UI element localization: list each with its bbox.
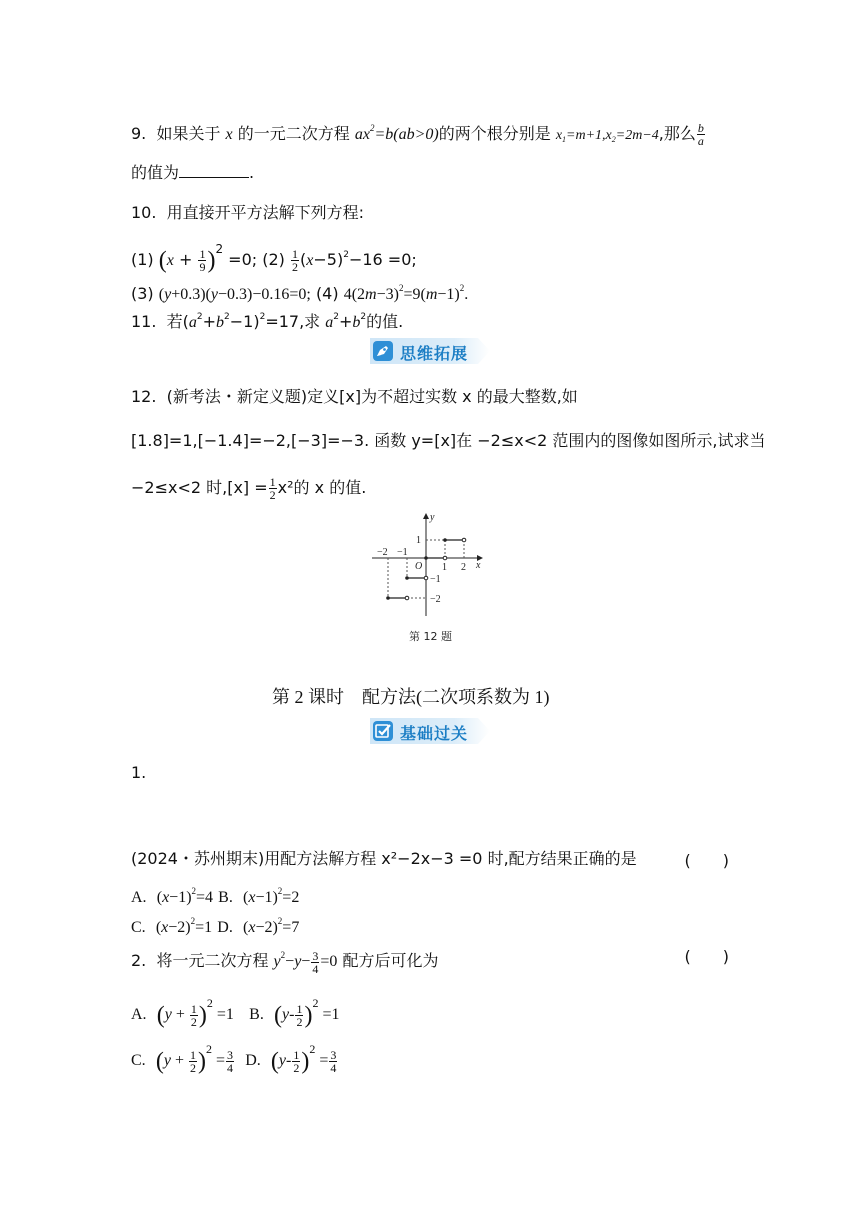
fraction-one-half: $\frac{1}{2}$ (269, 475, 276, 502)
closed-point (443, 538, 447, 542)
question-11 (131, 306, 403, 334)
question-number: 10. (131, 203, 157, 222)
option-d[interactable]: $(x-2)^2=7$ (243, 916, 300, 936)
mc-question-1-number (131, 762, 146, 784)
q9-equation: $ax^2=b(ab>0)$ (354, 123, 439, 143)
question-number: 11. (131, 312, 157, 331)
banner-label: 基础过关 (400, 724, 469, 743)
x-tick-label: 1 (442, 562, 447, 573)
q12-text: −2≤x<2 时,[x] = (131, 478, 268, 497)
mc-question-1-options-cd (131, 910, 299, 939)
question-10-parts-1-2 (131, 234, 417, 276)
q9-var: x (225, 126, 233, 143)
mc2-stem-text: 将一元二次方程 (156, 951, 269, 970)
mc2-equation: $y^2-y-$ $\frac{3}{4}$ =0 (273, 948, 338, 976)
part-label: (2) (262, 250, 285, 269)
y-tick-label: −1 (430, 574, 441, 585)
q10-part1: (x + $\frac{1}{9}$ )$^2$ =0; (158, 242, 258, 274)
option-label: D. (245, 1052, 261, 1069)
question-number: 9. (131, 124, 147, 143)
figure-caption: 第 12 题 (409, 630, 452, 643)
question-number: 1. (131, 763, 147, 782)
question-9-line1 (131, 117, 706, 151)
option-a[interactable]: (y + $\frac{1}{2}$ )$^2$ =1 (156, 996, 234, 1029)
q9-text: 的一元二次方程 (237, 124, 350, 143)
section-title: 第 2 课时 配方法(二次项系数为 1) (272, 687, 550, 707)
open-point (405, 596, 409, 600)
closed-point (424, 556, 428, 560)
banner-thinking-extension (370, 338, 490, 364)
q12-text: (新考法・新定义题)定义[x]为不超过实数 x 的最大整数,如 (166, 387, 578, 406)
mc2-stem-text: 配方后可化为 (342, 951, 439, 970)
x-tick-label: 2 (461, 562, 466, 573)
option-label: A. (131, 889, 147, 906)
option-label: B. (249, 1006, 264, 1023)
q12-text: x²的 x 的值. (277, 478, 367, 497)
x-axis-label: x (476, 560, 481, 571)
y-tick-label: −2 (430, 594, 441, 605)
answer-paren[interactable]: ( ) (684, 851, 729, 870)
part-label: (1) (131, 250, 154, 269)
q9-roots: $x_1=m+1,x_2=2m-4$ (555, 128, 659, 144)
open-point (424, 576, 428, 580)
mc-question-2-options-ab (131, 988, 339, 1030)
question-9-line2 (131, 162, 254, 184)
q11-text: 若$(a^2+b^2-1)^2=17$,求 $a^2+b^2$的值. (166, 312, 404, 331)
origin-label: O (415, 561, 423, 572)
option-d[interactable]: (y- $\frac{1}{2}$ )$^2$ = $\frac{3}{4}$ (270, 1042, 337, 1075)
checkbox-icon (372, 720, 394, 742)
open-point (462, 538, 466, 542)
q9-text: 如果关于 (156, 124, 221, 143)
option-b[interactable]: (y- $\frac{1}{2}$ )$^2$ =1 (274, 996, 340, 1029)
answer-paren[interactable]: ( ) (684, 947, 729, 966)
question-10-stem (131, 202, 364, 224)
y-tick-label: 1 (416, 535, 421, 546)
q10-part3: (y+0.3)(y−0.3)−0.16=0; (158, 286, 311, 303)
option-label: C. (131, 919, 146, 936)
q10-part2: $\frac{1}{2}$ $(x-5)^2-16 =0$; (292, 247, 417, 274)
option-label: B. (218, 889, 233, 906)
closed-point (405, 576, 409, 580)
part-label: (4) (315, 284, 339, 303)
banner-basic-mastery (370, 718, 490, 744)
fraction-b-over-a: $\frac{b}{a}$ (697, 121, 704, 148)
step-function-graph (370, 510, 490, 620)
q10-part4: $4(2m-3)^2=9(m-1)^2$. (343, 283, 469, 303)
q10-stem-text: 用直接开平方法解下列方程: (166, 203, 365, 222)
mc-question-1-stem (131, 848, 637, 870)
option-label: A. (131, 1006, 147, 1023)
closed-point (386, 596, 390, 600)
question-12-line3 (131, 476, 366, 501)
y-axis-label: y (430, 512, 435, 523)
mc-question-1-options-ab (131, 880, 299, 909)
mc-question-2-stem (131, 944, 438, 975)
q9-text: 的两个根分别是 (438, 124, 551, 143)
question-10-parts-3-4 (131, 277, 468, 306)
option-b[interactable]: $(x-1)^2=2$ (243, 886, 300, 906)
question-number: 12. (131, 387, 157, 406)
question-12-line2 (131, 430, 765, 452)
option-label: D. (217, 919, 233, 936)
open-point (443, 556, 447, 560)
x-tick-label: −2 (377, 547, 388, 558)
mc1-stem-text: (2024・苏州期末)用配方法解方程 x²−2x−3 =0 时,配方结果正确的是 (131, 849, 637, 868)
x-tick-label: −1 (397, 547, 408, 558)
rocket-icon (372, 340, 394, 362)
question-number: 2. (131, 951, 147, 970)
mc-question-2-options-cd (131, 1034, 338, 1076)
option-c[interactable]: $(x-2)^2=1$ (155, 916, 213, 936)
banner-label: 思维拓展 (400, 344, 469, 363)
option-c[interactable]: (y + $\frac{1}{2}$ )$^2$ = $\frac{3}{4}$ (155, 1042, 234, 1075)
q9-text: ,那么 (658, 124, 696, 143)
q12-text: [1.8]=1,[−1.4]=−2,[−3]=−3. 函数 y=[x]在 −2≤x<2 范围内的图像如图所示,试求当 (131, 431, 766, 450)
part-label: (3) (131, 284, 154, 303)
question-12-line1 (131, 386, 578, 408)
option-a[interactable]: $(x-1)^2=4$ (156, 886, 214, 906)
answer-blank[interactable] (179, 164, 249, 178)
q9-text: . (249, 163, 255, 182)
q9-text: 的值为 (131, 163, 180, 182)
option-label: C. (131, 1052, 146, 1069)
